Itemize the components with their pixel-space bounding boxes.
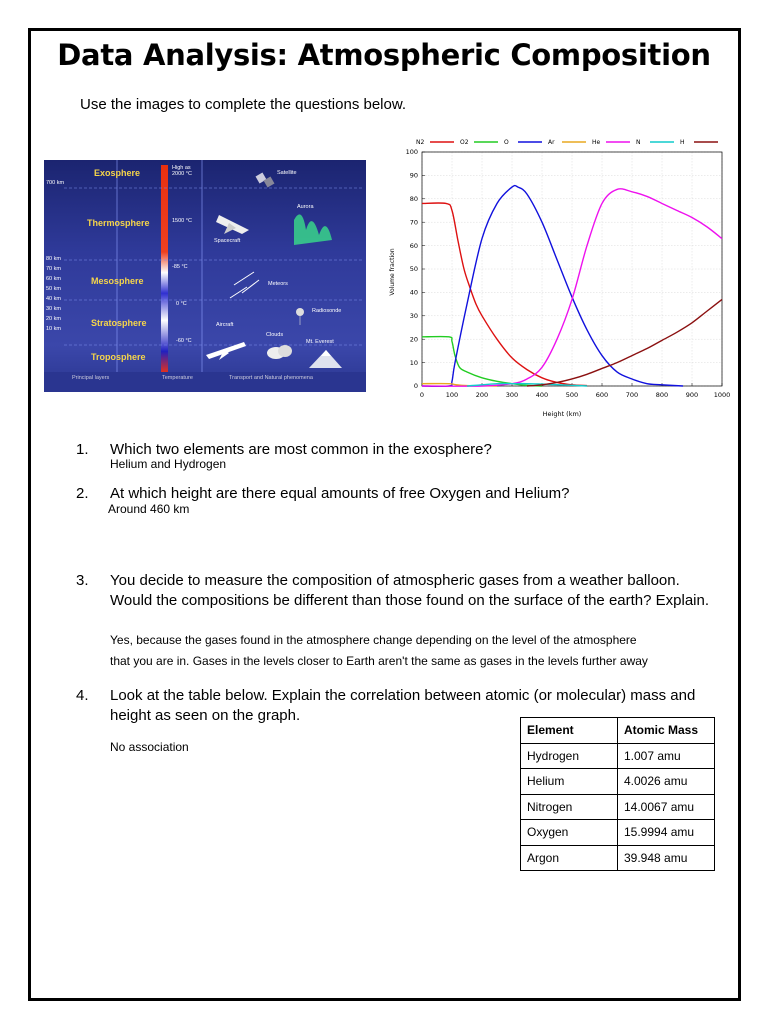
chart-axes — [406, 148, 731, 399]
table-row — [521, 769, 715, 795]
legend-label-o: O — [504, 139, 509, 146]
y-tick-label: 80 — [409, 195, 418, 203]
mass-cell: 4.0026 amu — [618, 769, 715, 795]
element-cell: Argon — [521, 845, 618, 871]
volume-fraction-chart — [374, 132, 736, 422]
aurora-icon — [294, 214, 332, 245]
table-row — [521, 820, 715, 846]
radiosonde-icon — [296, 308, 304, 325]
phenomenon-label: Aurora — [297, 204, 314, 210]
answer-2: Around 460 km — [108, 502, 190, 516]
x-tick-label: 600 — [595, 391, 609, 399]
altitude-label: 700 km — [46, 180, 65, 186]
meteors-icon — [230, 272, 259, 298]
mass-cell: 14.0067 amu — [618, 794, 715, 820]
x-tick-label: 200 — [475, 391, 489, 399]
altitude-label: 60 km — [46, 276, 61, 282]
figure-footer-label: Principal layers — [72, 375, 110, 381]
x-axis-label: Height (km) — [542, 410, 582, 418]
column-header-element: Element — [521, 718, 618, 744]
altitude-label: 10 km — [46, 326, 61, 332]
temperature-bar — [161, 165, 168, 372]
satellite-icon — [256, 173, 275, 188]
element-cell: Nitrogen — [521, 794, 618, 820]
y-tick-label: 30 — [409, 312, 418, 320]
mass-cell: 39.948 amu — [618, 845, 715, 871]
atomic-mass-table — [520, 717, 715, 871]
series-line-n2 — [422, 203, 587, 386]
temperature-label: -85 °C — [172, 264, 188, 270]
mass-cell: 15.9994 amu — [618, 820, 715, 846]
x-tick-label: 400 — [535, 391, 549, 399]
clouds-icon — [267, 345, 292, 359]
legend-label-n2: N2 — [416, 139, 425, 146]
series-line-o2 — [422, 337, 542, 386]
element-cell: Helium — [521, 769, 618, 795]
atmosphere-layers-figure — [44, 160, 366, 392]
phenomenon-label: Mt. Everest — [306, 339, 334, 345]
page-title: Data Analysis: Atmospheric Composition — [57, 38, 711, 72]
y-axis-label: Volume fraction — [389, 248, 396, 296]
y-tick-label: 70 — [409, 218, 418, 227]
x-tick-label: 100 — [445, 391, 459, 399]
altitude-label: 20 km — [46, 316, 61, 322]
layer-label: Exosphere — [94, 168, 141, 178]
x-tick-label: 300 — [505, 391, 519, 399]
question-3-number: 3. — [76, 572, 89, 589]
table-row — [521, 794, 715, 820]
chart-grid — [422, 152, 722, 386]
answer-3-line-2: that you are in. Gases in the levels closer to Earth aren't the same as gases in the levels further away — [110, 654, 648, 668]
layer-label: Thermosphere — [87, 218, 150, 228]
y-tick-label: 40 — [409, 288, 418, 297]
y-tick-label: 90 — [409, 171, 418, 180]
series-line-h — [527, 299, 722, 386]
phenomenon-label: Aircraft — [216, 322, 234, 328]
mass-cell: 1.007 amu — [618, 743, 715, 769]
figure-footer-label: Transport and Natural phenomena — [229, 375, 313, 381]
x-tick-label: 1000 — [713, 391, 731, 399]
layer-label: Troposphere — [91, 352, 146, 362]
column-header-atomic-mass: Atomic Mass — [618, 718, 715, 744]
question-2-text: At which height are there equal amounts of free Oxygen and Helium? — [110, 485, 570, 502]
x-tick-label: 800 — [655, 391, 669, 399]
phenomenon-label: Clouds — [266, 332, 284, 338]
altitude-label: 40 km — [46, 296, 61, 302]
question-1-number: 1. — [76, 441, 89, 458]
x-tick-label: 500 — [565, 391, 579, 399]
phenomenon-label: Meteors — [268, 281, 288, 287]
altitude-label: 80 km — [46, 256, 61, 262]
y-tick-label: 100 — [405, 148, 418, 157]
layer-label: Mesosphere — [91, 276, 144, 286]
altitude-label: 50 km — [46, 286, 61, 292]
spacecraft-icon — [216, 215, 249, 234]
table-row — [521, 743, 715, 769]
y-tick-label: 60 — [409, 241, 418, 250]
altitude-label: 70 km — [46, 266, 61, 272]
phenomenon-label: Satellite — [277, 170, 297, 176]
answer-1: Helium and Hydrogen — [110, 457, 227, 471]
series-line-o — [422, 186, 683, 387]
intro-text: Use the images to complete the questions below. — [80, 96, 407, 113]
table-header-row — [521, 718, 715, 744]
temperature-label: High as 2000 °C — [172, 165, 192, 177]
phenomenon-label: Spacecraft — [214, 238, 241, 244]
legend-label-o2: O2 — [460, 139, 469, 146]
temperature-label: 1500 °C — [172, 218, 192, 224]
question-4-text: Look at the table below. Explain the correlation between atomic (or molecular) mass and height as seen on the graph. — [110, 687, 696, 724]
y-tick-label: 50 — [409, 265, 418, 274]
legend-label-he: He — [592, 139, 601, 146]
altitude-label: 30 km — [46, 306, 61, 312]
x-tick-label: 0 — [419, 391, 425, 399]
question-4-number: 4. — [76, 687, 89, 704]
temperature-label: -60 °C — [176, 338, 192, 344]
phenomenon-label: Radiosonde — [312, 308, 342, 314]
temperature-label: 0 °C — [176, 301, 187, 307]
y-tick-label: 10 — [409, 358, 418, 367]
answer-4: No association — [110, 740, 189, 754]
element-cell: Hydrogen — [521, 743, 618, 769]
y-tick-label: 0 — [413, 382, 418, 391]
question-2-number: 2. — [76, 485, 89, 502]
element-cell: Oxygen — [521, 820, 618, 846]
chart-legend — [416, 139, 718, 146]
mountain-icon — [309, 350, 342, 368]
answer-3-line-1: Yes, because the gases found in the atmosphere change depending on the level of the atmosphere — [110, 633, 637, 647]
table-row — [521, 845, 715, 871]
figure-footer-label: Temperature — [162, 375, 193, 381]
question-1-text: Which two elements are most common in the exosphere? — [110, 441, 492, 458]
x-tick-label: 700 — [625, 391, 639, 399]
legend-label-ar: Ar — [548, 139, 555, 146]
legend-label-n: N — [636, 139, 641, 146]
y-tick-label: 20 — [409, 335, 418, 344]
layer-label: Stratosphere — [91, 318, 147, 328]
legend-label-h: H — [680, 139, 685, 146]
question-3-text: You decide to measure the composition of atmospheric gases from a weather balloon. Would the compositions be different than those found on the surface of the earth? Explain. — [110, 572, 710, 609]
x-tick-label: 900 — [685, 391, 699, 399]
